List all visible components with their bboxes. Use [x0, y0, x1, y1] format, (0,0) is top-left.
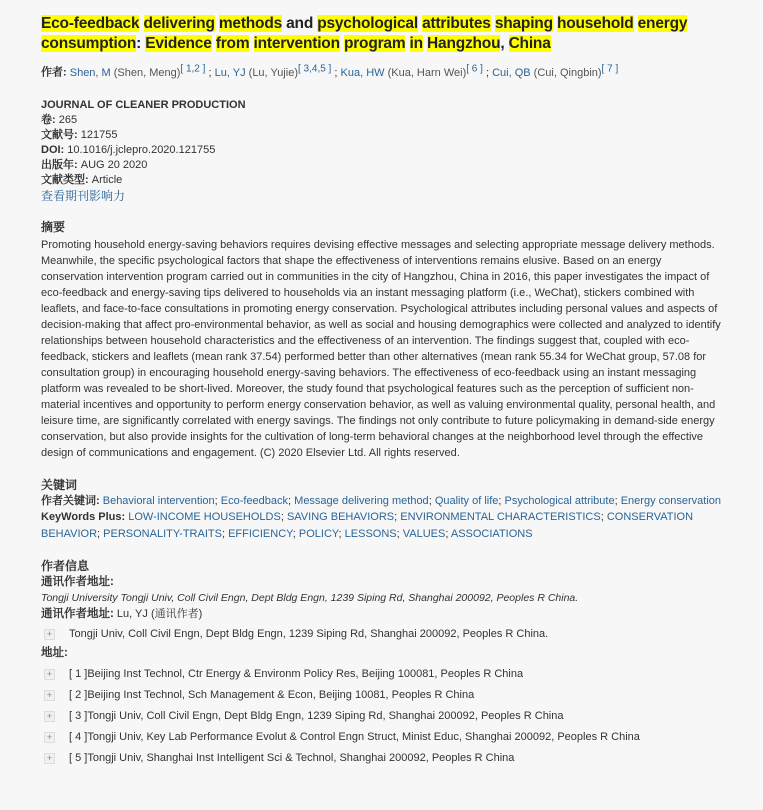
- keyword-separator: ;: [292, 527, 299, 540]
- abstract-heading: 摘要: [41, 219, 66, 234]
- address-number: [ 2 ]: [69, 689, 88, 702]
- title-highlight-word: shaping: [494, 15, 553, 32]
- address-item: [41, 664, 741, 685]
- keyword-separator: ;: [600, 511, 607, 524]
- keyword-link[interactable]: LESSONS: [344, 527, 397, 540]
- expand-plus-icon[interactable]: +: [44, 669, 55, 680]
- corr-address-2: Tongji Univ, Coll Civil Engn, Dept Bldg Engn, 1239 Siping Rd, Shanghai 200092, Peoples R China.: [69, 628, 549, 641]
- doi-label: DOI:: [41, 143, 65, 156]
- volume-label: 卷:: [41, 113, 56, 126]
- addresses-label: 地址:: [41, 647, 68, 660]
- doctype-row: [41, 173, 741, 188]
- keyword-link[interactable]: Message delivering method: [294, 494, 429, 507]
- title-highlight-word: methods: [218, 15, 283, 32]
- expand-plus-icon[interactable]: +: [44, 711, 55, 722]
- article-no-row: [41, 128, 741, 143]
- address-item: [41, 706, 741, 727]
- address-number: [ 4 ]: [69, 731, 88, 744]
- author-full-name: (Shen, Meng): [110, 66, 181, 79]
- author-affiliation-ref[interactable]: [ 7 ]: [601, 63, 619, 74]
- title-text: [249, 35, 253, 52]
- address-number: [ 1 ]: [69, 668, 88, 681]
- title-highlight-word: psychological: [317, 15, 418, 32]
- title-highlight-word: China: [508, 35, 551, 52]
- title-highlight-word: attributes: [422, 15, 491, 32]
- keyword-link[interactable]: Eco-feedback: [220, 494, 289, 507]
- title-text: [139, 15, 143, 32]
- address-list: [41, 664, 741, 769]
- corr-author-name: Lu, YJ (通讯作者): [116, 608, 203, 621]
- published-value: AUG 20 2020: [80, 158, 148, 171]
- author-full-name: (Kua, Harn Wei): [384, 66, 467, 79]
- published-label: 出版年:: [41, 158, 78, 171]
- address-item: [41, 727, 741, 748]
- keyword-separator: ;: [221, 527, 229, 540]
- keyword-link[interactable]: CONSERVATION BEHAVIOR: [41, 511, 694, 540]
- keyword-link[interactable]: EFFICIENCY: [228, 527, 293, 540]
- address-number: [ 5 ]: [69, 752, 88, 765]
- title-highlight-word: Eco-feedback: [41, 15, 140, 32]
- author-full-name: (Cui, Qingbin): [530, 66, 602, 79]
- keyword-link[interactable]: Psychological attribute: [504, 494, 615, 507]
- address-item: [41, 748, 741, 769]
- keyword-link[interactable]: ASSOCIATIONS: [450, 527, 533, 540]
- keyword-separator: ;: [498, 494, 505, 507]
- source-block: [41, 98, 741, 205]
- volume-row: [41, 113, 741, 128]
- title-highlight-word: in: [409, 35, 423, 52]
- author-keywords-row: [41, 493, 721, 510]
- keyword-separator: ;: [97, 527, 104, 540]
- keyword-link[interactable]: Energy conservation: [620, 494, 721, 507]
- doi-value: 10.1016/j.jclepro.2020.121755: [67, 143, 216, 156]
- keyword-separator: ;: [214, 494, 221, 507]
- title-highlight-word: energy: [637, 15, 688, 32]
- corr-address-2-row: [41, 624, 741, 645]
- title-highlight-word: consumption: [41, 35, 137, 52]
- author-info-heading: 作者信息: [41, 559, 90, 574]
- published-row: [41, 158, 741, 173]
- abstract-text: Promoting household energy-saving behaviors requires devising effective messages and selecting appropriate message delivery methods. Meanwhile, the specific psychological factors that shape the effectiveness of interventions remains elusive. Based on an energy conservation intervention program carried out in communities in the city of Hangzhou, China in 2016, this paper investigates the impact of eco-feedback and energy-saving tips delivered to households via an instant messaging platform (i.e., WeChat), stickers combined with leaflets, and face-to-face consultations in promoting energy conservation. Psychological attributes including personal values and aspects of decision-making that affect pro-environmental behavior, as well as social and housing demographics were collected and analyzed to identify relationships between household characteristics and the effectiveness of an intervention. The findings suggest that, coupled with eco-feedback, stickers and leaflets (mean rank 37.54) performed better than other alternatives (mean rank 55.34 for WeChat group, 57.08 for consultation group) in encouraging household energy-saving behaviors. The effectiveness of eco-feedback using an instant messaging platform was revealed to be short-lived. Moreover, the study found that psychological features such as the perception of sufficient non-material incentives and opportunity to perform energy conservation behavior, as well as valuing environmental quality, personal health, and leisure time, are significantly correlated with energy savings. The findings not only contribute to future policymaking in demand-side energy conservation, but also provide insights for the cultivation of long-term behavioral changes at the neighborhood level through the effective design of communications and engagement. (C) 2020 Elsevier Ltd. All rights reserved.: [41, 238, 721, 459]
- record-title: [41, 14, 741, 54]
- keyword-link[interactable]: POLICY: [298, 527, 339, 540]
- title-text: and: [282, 15, 318, 32]
- expand-plus-icon[interactable]: +: [44, 629, 55, 640]
- keyword-separator: ;: [428, 494, 435, 507]
- keyword-separator: ;: [280, 511, 287, 524]
- address-number: [ 3 ]: [69, 710, 88, 723]
- keyword-separator: ;: [338, 527, 345, 540]
- keywords-plus-list: [41, 511, 693, 540]
- journal-impact-link[interactable]: 查看期刊影响力: [41, 188, 126, 203]
- expand-plus-icon[interactable]: +: [44, 753, 55, 764]
- keywords-plus-label: KeyWords Plus:: [41, 511, 126, 524]
- author-link[interactable]: Kua, HW: [340, 66, 385, 79]
- author-affiliation-ref[interactable]: [ 3,4,5 ]: [297, 63, 332, 74]
- title-highlight-word: delivering: [143, 15, 215, 32]
- title-highlight-word: program: [343, 35, 406, 52]
- title-highlight-word: household: [556, 15, 634, 32]
- keyword-link[interactable]: VALUES: [402, 527, 446, 540]
- author-full-name: (Lu, Yujie): [245, 66, 298, 79]
- author-affiliation-ref[interactable]: [ 6 ]: [466, 63, 483, 74]
- article-no-value: 121755: [80, 128, 118, 141]
- doi-row: [41, 143, 741, 158]
- author-separator: ;: [331, 66, 341, 79]
- journal-name: JOURNAL OF CLEANER PRODUCTION: [41, 98, 246, 111]
- address-text: Tongji Univ, Coll Civil Engn, Dept Bldg Engn, 1239 Siping Rd, Shanghai 200092, Peoples R China: [87, 710, 564, 723]
- title-text: :: [136, 35, 146, 52]
- doctype-value: Article: [91, 173, 123, 186]
- address-text: Tongji Univ, Key Lab Performance Evolut & Control Engn Struct, Minist Educ, Shanghai 200092, Peoples R China: [87, 731, 640, 744]
- author-link[interactable]: Cui, QB: [492, 66, 531, 79]
- author-separator: ;: [205, 66, 215, 79]
- authors-line: [41, 61, 741, 81]
- title-text: ,: [500, 35, 509, 52]
- address-item: [41, 685, 741, 706]
- keyword-separator: ;: [288, 494, 295, 507]
- keyword-link[interactable]: Behavioral intervention: [102, 494, 215, 507]
- keyword-link[interactable]: PERSONALITY-TRAITS: [103, 527, 222, 540]
- keyword-link[interactable]: LOW-INCOME HOUSEHOLDS: [128, 511, 281, 524]
- author-keywords-list: [103, 495, 721, 507]
- keyword-separator: ;: [614, 494, 621, 507]
- author-separator: ;: [482, 66, 493, 79]
- keyword-separator: ;: [394, 511, 401, 524]
- title-highlight-word: Evidence: [145, 35, 212, 52]
- keyword-link[interactable]: SAVING BEHAVIORS: [286, 511, 395, 524]
- keyword-separator: ;: [445, 527, 451, 540]
- corr-address-label: 通讯作者地址:: [41, 576, 114, 589]
- corr-address-label-2: 通讯作者地址:: [41, 608, 114, 621]
- address-text: Beijing Inst Technol, Ctr Energy & Environm Policy Res, Beijing 100081, Peoples R China: [87, 668, 524, 681]
- keywords-plus-row: [41, 509, 721, 542]
- author-list: [69, 63, 619, 79]
- author-link[interactable]: Shen, M: [69, 66, 111, 79]
- address-text: Beijing Inst Technol, Sch Management & Econ, Beijing 10081, Peoples R China: [87, 689, 475, 702]
- keyword-separator: ;: [396, 527, 403, 540]
- corr-address-1: Tongji University Tongji Univ, Coll Civil Engn, Dept Bldg Engn, 1239 Siping Rd, Shanghai 200092, Peoples R China.: [41, 592, 579, 605]
- authors-label: 作者:: [41, 66, 67, 79]
- address-text: Tongji Univ, Shanghai Inst Intelligent Sci & Technol, Shanghai 200092, Peoples R China: [87, 752, 515, 765]
- keyword-link[interactable]: ENVIRONMENTAL CHARACTERISTICS: [400, 511, 601, 524]
- author-keywords-label: 作者关键词:: [41, 494, 100, 507]
- title-text: [634, 15, 638, 32]
- title-highlight-word: intervention: [253, 35, 340, 52]
- keyword-link[interactable]: Quality of life: [434, 494, 499, 507]
- doctype-label: 文献类型:: [41, 173, 89, 186]
- expand-plus-icon[interactable]: +: [44, 690, 55, 701]
- expand-plus-icon[interactable]: +: [44, 732, 55, 743]
- keywords-heading: 关键词: [41, 477, 78, 492]
- author-affiliation-ref[interactable]: [ 1,2 ]: [180, 63, 206, 74]
- title-text: [405, 35, 409, 52]
- corr-author-row: [41, 606, 741, 622]
- volume-value: 265: [58, 113, 78, 126]
- article-no-label: 文献号:: [41, 128, 78, 141]
- title-highlight-word: from: [215, 35, 250, 52]
- title-highlight-word: Hangzhou: [427, 35, 501, 52]
- author-link[interactable]: Lu, YJ: [214, 66, 246, 79]
